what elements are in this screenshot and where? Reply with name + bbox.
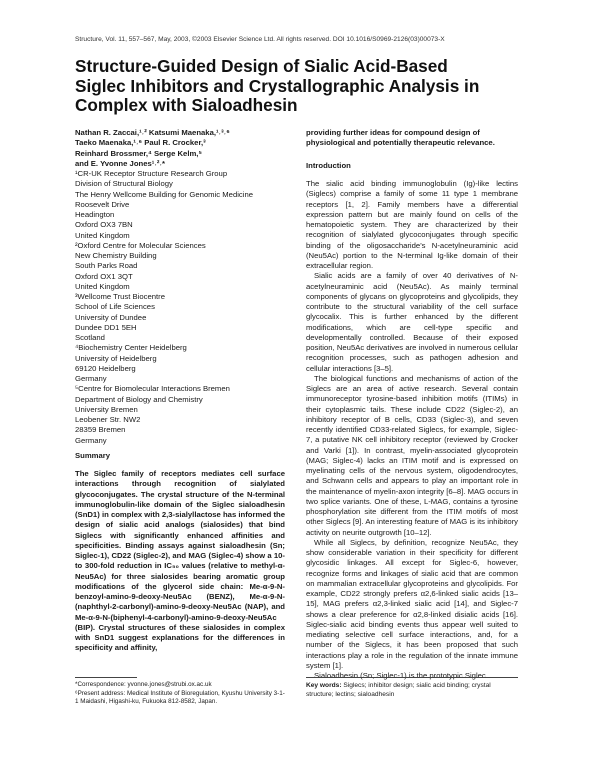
keywords-label: Key words: [306,682,342,689]
footnotes [75,681,285,707]
affiliation-line: University Bremen [75,404,138,414]
affiliation-line: University of Dundee [75,312,147,322]
introduction-heading: Introduction [306,161,351,170]
affiliation-line: Oxford OX1 3QT [75,271,133,281]
affiliation-line: Department of Biology and Chemistry [75,394,203,404]
affiliation-line: South Parks Road [75,261,138,271]
author-line: Taeko Maenaka,¹˒⁶ Paul R. Crocker,³ [75,138,206,148]
affiliation-line: Roosevelt Drive [75,199,130,209]
running-header: Structure, Vol. 11, 557–567, May, 2003, ©2003 Elsevier Science Ltd. All rights reserved. DOI 10.1016/S0969-2126(03)00073-X [75,36,445,43]
affiliation-line: ⁴Biochemistry Center Heidelberg [75,343,187,353]
affiliation-line: Leobener Str. NW2 [75,415,141,424]
affiliation-list [75,169,285,446]
affiliation-line: Dundee DD1 5EH [75,322,137,332]
affiliation-line: ²Oxford Centre for Molecular Sciences [75,240,206,250]
affiliation-line: Oxford OX3 7BN [75,220,133,230]
summary-heading: Summary [75,451,111,460]
affiliation-line: Germany [75,374,107,383]
article-title: Structure-Guided Design of Sialic Acid-Based Siglec Inhibitors and Crystallographic Analysis in Complex with Sialoadhesin [75,56,480,115]
keywords-rule [306,677,518,678]
introduction-body [306,179,518,681]
summary-continued: providing further ideas for compound design of physiological and potentially therapeutic relevance. [306,128,495,148]
affiliation-line: Division of Structural Biology [75,179,173,189]
keywords [306,682,518,700]
footnote: *Correspondence: yvonne.jones@strubi.ox.ac.uk [75,681,212,688]
affiliation-line: United Kingdom [75,281,130,291]
affiliation-line: ¹CR-UK Receptor Structure Research Group [75,169,228,178]
affiliation-line: University of Heidelberg [75,353,157,363]
affiliation-line: Headington [75,210,115,219]
footnote-rule [75,677,137,678]
summary-text: The Siglec family of receptors mediates cell surface interactions through recognition of sialylated glycoconjugates. The crystal structure of the N-terminal immunoglobulin-like domain of the Siglec sialoadhesin (SnD1) in complex with 2,3-sialyllactose has informed the design of sialic acid analogs (sialosides) that bind Siglecs with significantly enhanced affinities and specificities. Binding assays against sialoadhesin (Sn; Siglec-1), CD22 (Siglec-2), and MAG (Siglec-4) show a 10- to 300-fold reduction in IC₅₀ values (relative to methyl-α-Neu5Ac) for three sialosides bearing aromatic group modifications of the glycerol side chain: Me-α-9-N-benzoyl-amino-9-deoxy-Neu5Ac (BENZ), Me-α-9-N-(naphthyl-2-carbonyl)-amino-9-deoxy-Neu5Ac (NAP), and Me-α-9-N-(biphenyl-4-carbonyl)-amino-9-deoxy-Neu5Ac (BIP). Crystal structures of these sialosides in complex with SnD1 suggest explanations for the differences in specificity and affinity, [75,469,285,653]
author-list [75,128,285,169]
paragraph: While all Siglecs, by definition, recognize Neu5Ac, they show considerable variation in their specificity for different glycosidic linkages. All except for Siglec-6, however, recognize forms and linkages of sialic acid that are common on mammalian extracellular glycoproteins and glycolipids. For example, CD22 strongly prefers α2,6-linked sialic acids [13–15], MAG prefers α2,3-linked sialic acid [14], and Siglec-7 shows a clear preference for α2,8-linked disialic acids [16]. Siglec-sialic acid binding events thus appear well suited to mediating selective cell surface interactions, and, for a number of the Siglecs, it has been proposed that such interactions play a role in the regulation of the innate immune system [1]. [306,537,518,670]
paragraph: Sialoadhesin (Sn; Siglec-1) is the prototypic Siglec [314,671,486,680]
paragraph: Sialic acids are a family of over 40 derivatives of N-acetylneuraminic acid (Neu5Ac). As mainly terminal components of glycans on glycoproteins and glycolipids, they contribute to the structural variability of the cell surface glycocalix. This is further enhanced by the different modifications, which are cell-type specific and developmentally controlled. Because of their exposed position, Neu5Ac derivatives are involved in numerous cellular recognition processes, such as pathogen adhesion and cellular interactions [3–5]. [306,271,518,373]
paragraph: The biological functions and mechanisms of action of the Siglecs are an area of active research. Several contain immunoreceptor tyrosine-based inhibition motifs (ITIMs) in their cytoplasmic tails. These include CD22 (Siglec-2), an inhibitory receptor of B cells, CD33 (Siglec-3), and seven recently identified CD33-related Siglecs, for example, Siglec-7, a putative NK cell inhibitory receptor (reviewed by Crocker and Varki [1]). In contrast, myelin-associated glycoprotein (MAG; Siglec-4) lacks an ITIM motif and is expressed on myelinating cells of the nervous system, oligodendrocytes, and Schwann cells and appears to play an important role in the maintenance of myelin-axon integrity [6–8]. MAG occurs in two splice variants. One of these, L-MAG, contains a tyrosine phosphorylation site different from the ITIM motifs of most other Siglecs [9]. An interesting feature of MAG is its inhibitory activity on neurite outgrowth [10–12]. [306,373,518,537]
affiliation-line: ⁵Centre for Biomolecular Interactions Bremen [75,384,230,394]
footnote: ⁶Present address: Medical Institute of Bioregulation, Kyushu University 3-1-1 Maidashi, Higashi-ku, Fukuoka 812-8582, Japan. [75,689,285,706]
affiliation-line: New Chemistry Building [75,251,157,260]
affiliation-line: ³Wellcome Trust Biocentre [75,292,166,301]
affiliation-line: 28359 Bremen [75,425,126,435]
paragraph: The sialic acid binding immunoglobulin (Ig)-like lectins (Siglecs) comprise a family of some 11 type 1 membrane receptors [1, 2]. Family members have a differential expression pattern but are mainly found on cells of the hematopoietic system. They are characterized by their recognition of sialylated glycoconjugates through specific binding of the oligosaccharide's N-acetylneuraminic acid (Neu5Ac) portion to the N-terminal Ig-like domain of their extracellular region. [306,179,518,270]
affiliation-line: Scotland [75,333,105,342]
keywords-text: Siglecs; inhibitor design; sialic acid binding; crystal structure; lectins; sialoadhesin [306,682,491,698]
affiliation-line: United Kingdom [75,230,130,240]
affiliation-line: The Henry Wellcome Building for Genomic Medicine [75,189,254,199]
author-line: Reinhard Brossmer,⁴ Serge Kelm,⁵ [75,148,203,158]
affiliation-line: Germany [75,435,107,445]
author-line: Nathan R. Zaccai,¹˒² Katsumi Maenaka,¹˒³˒⁶ [75,128,230,137]
affiliation-line: School of Life Sciences [75,302,155,312]
author-line: and E. Yvonne Jones¹˒²˒* [75,158,165,168]
affiliation-line: 69120 Heidelberg [75,363,136,373]
